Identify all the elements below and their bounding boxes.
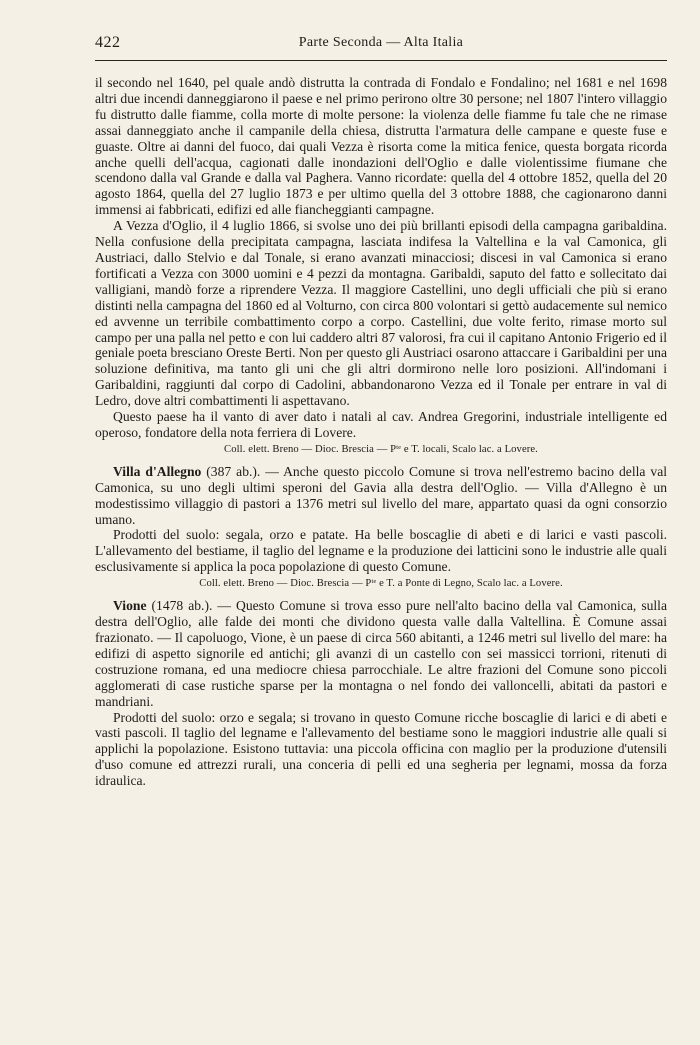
vione-title: Vione xyxy=(113,598,147,614)
villa-dallegno-intro: (387 ab.). — Anche questo piccolo Comune si trova nell'estremo bacino della val Camonica, su uno degli ultimi speroni del Gavia alla destra dell'Oglio. — Villa d'Allegno è un modestissimo villaggio di pastori a 1376 metri sul livello del mare, appartato quasi da ogni consorzio umano. xyxy=(95,463,668,527)
villa-dallegno-title: Villa d'Allegno xyxy=(113,463,202,479)
vezza-notable-paragraph: Questo paese ha il vanto di aver dato i natali al cav. Andrea Gregorini, industriale intelligente ed operoso, fondatore della nota ferriera di Lovere. xyxy=(95,409,667,440)
vione-products-paragraph: Prodotti del suolo: orzo e segala; si trovano in questo Comune ricche boscaglie di larici e di abeti e vasti pascoli. Il taglio del legname e l'allevamento del bestiame sono le maggiori industrie alle quali si applichi la popolazione. Esistono tuttavia: una piccola officina con maglio per la produzione d'utensili d'uso comune ed attrezzi rurali, una conceria di pelli ed una segheria per legnami, mossa da forza idraulica. xyxy=(95,709,667,789)
villa-dallegno-products-paragraph: Prodotti del suolo: segala, orzo e patate. Ha belle boscaglie di abeti e di larici e vasti pascoli. L'allevamento del bestiame, il taglio del legname e la produzione dei latticini sono le industrie alle quali esclusivamente si applica la poca popolazione di questo Comune. xyxy=(95,527,667,575)
vione-intro: (1478 ab.). — Questo Comune si trova esso pure nell'alto bacino della val Camonica, sulla destra dell'Oglio, alle falde dei monti che dividono questa valle dalla Valtellina. È Comune assai frazionato. — Il capoluogo, Vione, è un paese di circa 560 abitanti, a 1246 metri sul livello del mare: ha edifizi di aspetto signorile ed antichi; gli avanzi di un castello con sei massicci torrioni, ritenuti di costruzione romana, ed una mediocre chiesa parrocchiale. Le altre frazioni del Comune sono piccoli agglomerati di case rustiche sparse per la montagna o nel fondo dei valloncelli, abitati da pastori e mandriani. xyxy=(95,598,667,709)
running-title: Parte Seconda — Alta Italia xyxy=(298,35,464,50)
villa-dallegno-admin-note: Coll. elett. Breno — Dioc. Brescia — Pᵗᵉ e T. a Ponte di Legno, Scalo lac. a Lovere. xyxy=(199,578,563,590)
vezza-admin-note: Coll. elett. Breno — Dioc. Brescia — Pᵗᵉ e T. locali, Scalo lac. a Lovere. xyxy=(224,443,538,455)
page-number: 422 xyxy=(95,34,121,51)
vezza-history-paragraph: A Vezza d'Oglio, il 4 luglio 1866, si svolse uno dei più brillanti episodi della campagna garibaldina. Nella confusione della precipitata campagna, lasciata indifesa la Valtellina e la val Camonica, gli Austriaci, dallo Stelvio e dal Tonale, si erano avanzati minacciosi; discesi in val Camonica si erano fortificati a Vezza con 3000 uomini e 4 pezzi da montagna. Garibaldi, saputo del fatto e sollecitato dai valligiani, mandò forze a riprendere Vezza. Il maggiore Castellini, uno degli ufficiali che più si erano distinti nella campagna del 1860 ed al Volturno, con circa 800 volontari si gettò audacemente sul nemico ed avvenne un terribile combattimento corpo a corpo. Castellini, due volte ferito, rimase morto sul campo per una palla nel petto e con lui caddero altri 87 valorosi, fra cui il capitano Antonio Frigerio ed il geniale poeta bresciano Oreste Berti. Non per questo gli Austriaci osarono attaccare i Garibaldini per una soluzione definitiva, ma tanto gli uni che gli altri dormirono nelle loro posizioni. All'indomani i Garibaldini, raggiunti dal corpo di Cadolini, abbandonarono Vezza ed il Tonale per entrare in val di Ledro, dove altri combattimenti li aspettavano. xyxy=(95,218,667,409)
villa-dallegno-entry xyxy=(95,464,667,528)
vezza-continuation-paragraph: il secondo nel 1640, pel quale andò distrutta la contrada di Fondalo e Fondalino; nel 1681 e nel 1698 altri due incendi danneggiarono il paese e nel primo perirono oltre 30 persone; nel 1807 l'intero villaggio fu distrutto dalle fiamme, colla morte di molte persone: la violenza delle fiamme fu tale che ne rimase assai danneggiato anche il campanile della chiesa, distrutta l'armatura delle campane e queste fuse e guaste. Oltre ai danni del fuoco, dai quali Vezza è risorta come la mitica fenice, questa borgata ricorda anche quelli dell'acqua, cagionati dalle inondazioni dell'Oglio e dalle violentissime fiumane che scendono dalla val Grande e dalla val Paghera. Vanno ricordate: quella del 4 ottobre 1852, quella del 20 agosto 1864, quella del 27 luglio 1873 e per ultimo quella del 3 ottobre 1888, che cagionarono danni immensi ai fabbricati, edifizi ed alle fiancheggianti campagne. xyxy=(95,75,667,218)
vione-entry xyxy=(95,598,667,709)
running-head xyxy=(95,34,667,56)
body-text xyxy=(95,75,667,789)
header-rule xyxy=(95,60,667,61)
